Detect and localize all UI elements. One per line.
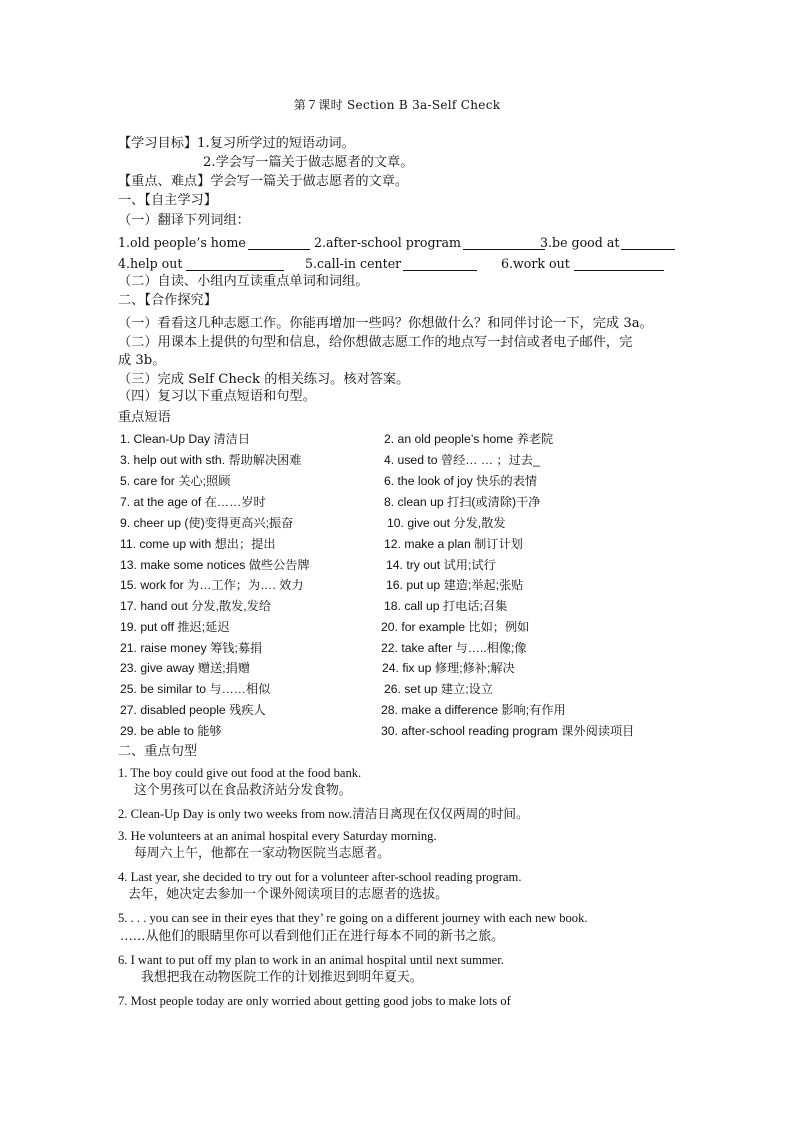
objectives-label: 【学习目标】 — [118, 136, 198, 151]
phrase-item: 14. try out 试用;试行 — [386, 558, 496, 572]
phrase-item: 30. after-school reading program 课外阅读项目 — [381, 724, 635, 738]
phrases-heading: 重点短语 — [118, 410, 171, 425]
phrase-item: 29. be able to 能够 — [120, 724, 222, 738]
translate-item-5: 5.call-in center — [305, 255, 477, 273]
sentence-zh: 我想把我在动物医院工作的计划推迟到明年夏天。 — [141, 970, 423, 985]
phrase-item: 18. call up 打电话;召集 — [384, 599, 508, 613]
section2-p2a: （二）用课本上提供的句型和信息，给你想做志愿工作的地点写一封信或者电子邮件，完 — [118, 335, 633, 350]
section1-heading: 一、【自主学习】 — [118, 193, 217, 208]
sentence-zh: ……从他们的眼睛里你可以看到他们正在进行每本不同的新书之旅。 — [120, 929, 504, 944]
phrase-item: 11. come up with 想出；提出 — [120, 537, 276, 551]
phrase-item: 12. make a plan 制订计划 — [384, 537, 523, 551]
sentence-en: 1. The boy could give out food at the food bank. — [118, 766, 362, 780]
answer-blank[interactable] — [248, 236, 310, 250]
sentence-zh: 去年，她决定去参加一个课外阅读项目的志愿者的选拔。 — [128, 887, 448, 902]
objective-1: 1.复习所学过的短语动词。 — [197, 136, 355, 151]
phrase-item: 8. clean up 打扫(或清除)干净 — [384, 495, 541, 509]
page-title: 第７课时 Section B 3a-Self Check — [293, 98, 501, 112]
sentence-en: 4. Last year, she decided to try out for a volunteer after-school reading program. — [118, 870, 522, 884]
section2-p3: （三）完成 Self Check 的相关练习。核对答案。 — [118, 372, 410, 387]
phrase-item: 21. raise money 筹钱;募捐 — [120, 641, 263, 655]
phrase-item: 15. work for 为…工作；为…. 效力 — [120, 578, 304, 592]
key-points: 【重点、难点】学会写一篇关于做志愿者的文章。 — [118, 174, 409, 189]
phrase-item: 5. care for 关心;照顾 — [120, 474, 231, 488]
phrase-item: 19. put off 推迟;延迟 — [120, 620, 230, 634]
sentence-en: 3. He volunteers at an animal hospital every Saturday morning. — [118, 829, 437, 843]
phrase-item: 20. for example 比如；例如 — [381, 620, 530, 634]
phrase-item: 2. an old people’s home 养老院 — [384, 432, 554, 446]
section1-sub1: （一）翻译下列词组： — [118, 213, 250, 228]
translate-item-4: 4.help out — [118, 255, 284, 273]
phrase-item: 23. give away 赠送;捐赠 — [120, 661, 251, 675]
phrase-item: 16. put up 建造;举起;张贴 — [386, 578, 524, 592]
phrase-item: 7. at the age of 在……岁时 — [120, 495, 266, 509]
sentence-en: 6. I want to put off my plan to work in an animal hospital until next summer. — [118, 953, 504, 967]
section1-sub2: （二）自读、小组内互读重点单词和词组。 — [118, 274, 369, 289]
phrase-item: 6. the look of joy 快乐的表情 — [384, 474, 538, 488]
phrase-item: 26. set up 建立;设立 — [384, 682, 494, 696]
answer-blank[interactable] — [186, 257, 284, 271]
phrase-item: 28. make a difference 影响;有作用 — [381, 703, 566, 717]
phrase-item: 9. cheer up (使)变得更高兴;振奋 — [120, 516, 294, 530]
phrase-item: 22. take after 与…..相像;像 — [381, 641, 527, 655]
section2-p4: （四）复习以下重点短语和句型。 — [118, 389, 316, 404]
sentences-heading: 二、重点句型 — [118, 744, 198, 759]
answer-blank[interactable] — [621, 236, 675, 250]
translate-item-6: 6.work out — [501, 255, 664, 273]
phrase-item: 1. Clean-Up Day 清洁日 — [120, 432, 251, 446]
translate-item-2: 2.after-school program — [314, 234, 545, 252]
sentence-en: 2. Clean-Up Day is only two weeks from now.清洁日离现在仅仅两周的时间。 — [118, 807, 529, 821]
phrase-item: 10. give out 分发,散发 — [387, 516, 506, 530]
phrase-item: 13. make some notices 做些公告牌 — [120, 558, 310, 572]
section2-p1: （一）看看这几种志愿工作。你能再增加一些吗？你想做什么？和同伴讨论一下，完成 3a。 — [118, 316, 653, 331]
phrase-item: 4. used to 曾经… … ；过去_ — [384, 453, 540, 467]
answer-blank[interactable] — [403, 257, 477, 271]
translate-item-1: 1.old people’s home — [118, 234, 310, 252]
phrase-item: 3. help out with sth. 帮助解决困难 — [120, 453, 302, 467]
sentence-en: 5. . . . you can see in their eyes that they’ re going on a different journey with each new book. — [118, 911, 588, 925]
phrase-item: 25. be similar to 与……相似 — [120, 682, 271, 696]
phrase-item: 24. fix up 修理;修补;解决 — [382, 661, 515, 675]
sentence-en: 7. Most people today are only worried about getting good jobs to make lots of — [118, 994, 511, 1008]
sentence-zh: 每周六上午，他都在一家动物医院当志愿者。 — [134, 846, 390, 861]
translate-item-3: 3.be good at — [540, 234, 675, 252]
answer-blank[interactable] — [463, 236, 545, 250]
answer-blank[interactable] — [574, 257, 664, 271]
phrase-item: 27. disabled people 残疾人 — [120, 703, 266, 717]
objective-2: 2.学会写一篇关于做志愿者的文章。 — [203, 155, 414, 170]
objectives-line — [118, 135, 355, 153]
phrase-item: 17. hand out 分发,散发,发给 — [120, 599, 272, 613]
section2-p2b: 成 3b。 — [118, 353, 166, 368]
section2-heading: 二、【合作探究】 — [118, 293, 217, 308]
sentence-zh: 这个男孩可以在食品救济站分发食物。 — [134, 783, 352, 798]
